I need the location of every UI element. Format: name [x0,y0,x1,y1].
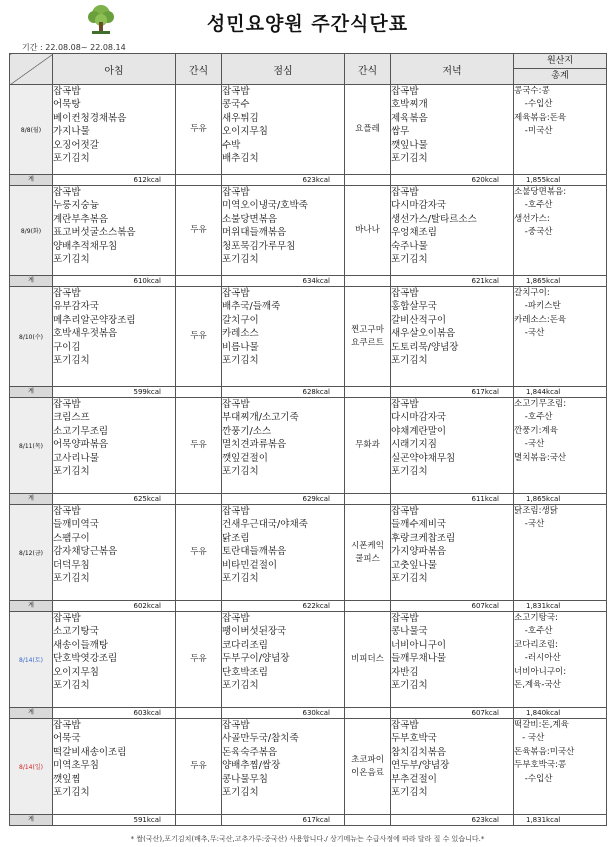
menu-item: 깻잎겉절이 [222,452,268,464]
menu-item: 크림스프 [53,412,90,424]
total-header: 총계 [551,71,569,81]
menu-item: 배추김치 [222,152,259,164]
menu-item: 포기김치 [53,152,90,164]
menu-item: 고춧잎나물 [391,559,437,571]
dinner-cell [391,186,514,276]
lunch-kcal: 623kcal [222,175,345,186]
lunch-kcal: 629kcal [222,494,345,505]
menu-item: 콩나물국 [391,626,428,638]
col-snack2: 간식 [345,54,391,85]
menu-item: 포기김치 [222,354,259,366]
kcal-row [10,708,607,719]
snack1-kcal-blank [176,708,222,719]
menu-item: 돈육숙주볶음 [222,746,278,758]
menu-item: 닭조림 [222,532,250,544]
snack1-kcal-blank [176,494,222,505]
origin-cell [514,186,607,276]
menu-item: 단호박조림 [222,666,268,678]
snack2-kcal-blank [345,276,391,287]
menu-item: 갈비산적구이 [391,314,447,326]
snack1-kcal-blank [176,175,222,186]
kcal-label: 계 [10,815,53,826]
snack2-kcal-blank [345,815,391,826]
footnote: * 쌀(국산),포기김치(배추,무:국산,고추가루:중국산) 사용합니다./ 상기메뉴는 수급사정에 따라 달라 질 수 있습니다.* [130,835,485,843]
dinner-kcal: 617kcal [391,387,514,398]
lunch-cell [222,612,345,708]
menu-item: 홍합살무국 [391,301,437,313]
menu-item: 잡곡밥 [222,288,250,299]
menu-item: 호박찌개 [391,99,428,111]
day-row [10,186,607,276]
breakfast-kcal: 591kcal [53,815,176,826]
period-text: 기간 : 22.08.08~ 22.08.14 [22,43,126,52]
breakfast-cell [53,186,176,276]
kcal-label: 계 [10,276,53,287]
breakfast-cell [53,287,176,387]
breakfast-kcal: 602kcal [53,601,176,612]
menu-item: 소고기탕국 [53,626,99,638]
menu-item: 호박새우젓볶음 [53,328,118,340]
kcal-row [10,387,607,398]
menu-item: 참치김치볶음 [391,746,447,758]
breakfast-kcal: 612kcal [53,175,176,186]
menu-item: 양배추적채무침 [53,240,118,252]
menu-item: 포기김치 [391,152,428,164]
menu-item: 잡곡밥 [391,288,419,299]
breakfast-cell [53,719,176,815]
menu-item: 포기김치 [222,465,259,477]
menu-item: 시래기지짐 [391,439,437,451]
origin-item: -미국산 [514,126,553,137]
breakfast-cell [53,398,176,494]
menu-item: 너비아니구이 [391,639,447,651]
dinner-kcal: 620kcal [391,175,514,186]
menu-item: 오이지무침 [222,126,268,138]
lunch-kcal: 630kcal [222,708,345,719]
menu-item: 야채계란말이 [391,425,447,437]
kcal-row [10,494,607,505]
lunch-cell [222,719,345,815]
origin-item: -호주산 [514,200,553,211]
menu-item: 잡곡밥 [53,187,81,198]
menu-item: 잡곡밥 [53,399,81,410]
menu-item: 떡갈비새송이조림 [53,746,127,758]
menu-item: 포기김치 [222,679,259,691]
origin-item: - 국산 [514,733,545,744]
menu-item: 새송이들깨탕 [53,639,109,651]
kcal-label: 계 [10,175,53,186]
lunch-kcal: 628kcal [222,387,345,398]
origin-item: 코다리조림: [514,639,558,650]
menu-item: 두부호박국 [391,733,437,745]
menu-item: 유부감자국 [53,301,99,313]
menu-item: 포기김치 [53,253,90,265]
origin-item: -국산 [514,519,545,530]
menu-item: 구이김 [53,341,81,353]
menu-item: 포기김치 [391,572,428,584]
menu-item: 포기김치 [222,572,259,584]
origin-item: 멸치볶음:국산 [514,452,567,463]
menu-item: 쌈무 [391,126,410,138]
origin-item: 돈,계육-국산 [514,679,561,690]
menu-item: 포기김치 [53,572,90,584]
title-area [0,0,615,44]
col-lunch: 점심 [222,54,345,85]
breakfast-cell [53,505,176,601]
snack1-cell: 두유 [176,85,222,175]
day-row [10,287,607,387]
total-kcal: 1,844kcal [514,387,607,398]
menu-item: 잡곡밥 [53,288,81,299]
weekly-menu-table [9,53,607,826]
origin-item: 제육볶음:돈육 [514,112,567,123]
origin-item: 콩국수:콩 [514,86,550,96]
lunch-cell [222,505,345,601]
origin-item: 돈육볶음:미국산 [514,746,575,757]
menu-item: 배추국/들깨죽 [222,301,281,313]
menu-item: 생선가스/탈타르소스 [391,213,477,225]
menu-item: 제육볶음 [391,112,428,124]
origin-item: 카레소스:돈육 [514,314,567,325]
snack2-kcal-blank [345,494,391,505]
origin-item: -파키스탄 [514,301,561,312]
menu-item: 잡곡밥 [222,399,250,410]
menu-item: 카레소스 [222,328,259,340]
menu-item: 잡곡밥 [391,399,419,410]
total-kcal: 1,831kcal [514,601,607,612]
breakfast-cell [53,612,176,708]
menu-item: 소불당면볶음 [222,213,278,225]
origin-cell [514,612,607,708]
col-breakfast: 아침 [53,54,176,85]
origin-item: -호주산 [514,626,553,637]
kcal-row [10,276,607,287]
lunch-kcal: 617kcal [222,815,345,826]
lunch-cell [222,398,345,494]
menu-item: 가지나물 [53,126,90,138]
menu-item: 포기김치 [53,465,90,477]
menu-item: 잡곡밥 [391,613,419,624]
menu-item: 들깨미역국 [53,519,99,531]
menu-item: 들깨무채나물 [391,653,447,665]
breakfast-cell [53,85,176,175]
dinner-kcal: 607kcal [391,708,514,719]
kcal-label: 계 [10,494,53,505]
menu-item: 멸치견과류볶음 [222,439,287,451]
lunch-cell [222,186,345,276]
origin-item: 소고기탕국: [514,613,558,623]
lunch-cell [222,85,345,175]
snack1-cell: 두유 [176,398,222,494]
day-label: 8/12(금) [10,505,53,601]
dinner-kcal: 611kcal [391,494,514,505]
menu-item: 오이지무침 [53,666,99,678]
origin-item: 생선가스: [514,213,550,224]
col-dinner: 저녁 [391,54,514,85]
dinner-kcal: 621kcal [391,276,514,287]
menu-item: 머위대들깨볶음 [222,227,287,239]
menu-item: 새우살오이볶음 [391,328,456,340]
menu-item: 포기김치 [53,354,90,366]
origin-item: 떡갈비:돈,계육 [514,720,569,730]
menu-item: 후랑크케찹조림 [391,532,456,544]
menu-item: 콩국수 [222,99,250,111]
menu-item: 잡곡밥 [53,613,81,624]
dinner-cell [391,398,514,494]
origin-item: -러시아산 [514,653,561,664]
menu-item: 코다리조림 [222,639,268,651]
day-row [10,398,607,494]
menu-item: 다시마감자국 [391,200,447,212]
total-kcal: 1,855kcal [514,175,607,186]
menu-item: 베이컨청경채볶음 [53,112,127,124]
origin-item: 소고기무조림: [514,399,567,409]
origin-header: 원산지 [514,54,606,69]
col-snack1: 간식 [176,54,222,85]
menu-item: 어묵양파볶음 [53,439,109,451]
menu-item: 표고버섯굴소스볶음 [53,227,136,239]
menu-item: 청포묵김가루무침 [222,240,296,252]
snack2-kcal-blank [345,708,391,719]
menu-item: 잡곡밥 [391,720,419,731]
snack1-cell: 두유 [176,719,222,815]
snack1-kcal-blank [176,387,222,398]
lunch-kcal: 634kcal [222,276,345,287]
menu-item: 비름나물 [222,341,259,353]
snack2-kcal-blank [345,601,391,612]
kcal-row [10,175,607,186]
menu-item: 미역오이냉국/호박죽 [222,200,308,212]
kcal-label: 계 [10,387,53,398]
snack2-cell: 요플레 [345,85,391,175]
dinner-cell [391,287,514,387]
menu-item: 잡곡밥 [222,187,250,198]
menu-item: 들깨수제비국 [391,519,447,531]
dinner-kcal: 623kcal [391,815,514,826]
kcal-row [10,815,607,826]
col-origin [514,54,607,85]
kcal-label: 계 [10,601,53,612]
menu-item: 사골만두국/참치죽 [222,733,299,745]
menu-item: 잡곡밥 [391,86,419,97]
origin-cell [514,85,607,175]
origin-item: 갈치구이: [514,288,550,298]
menu-item: 다시마감자국 [391,412,447,424]
menu-item: 포기김치 [53,786,90,798]
menu-item: 연두부/양념장 [391,760,450,772]
day-row [10,505,607,601]
breakfast-kcal: 599kcal [53,387,176,398]
menu-item: 가지양파볶음 [391,546,447,558]
corner-diagonal-cell [10,54,53,85]
menu-item: 어묵탕 [53,99,81,111]
origin-item: 두부호박국:콩 [514,760,567,771]
menu-item: 건새우근대국/야채죽 [222,519,308,531]
menu-item: 실곤약야채무침 [391,452,456,464]
menu-item: 포기김치 [222,786,259,798]
snack2-cell: 무화과 [345,398,391,494]
menu-item: 포기김치 [391,253,428,265]
origin-item: -호주산 [514,412,553,423]
menu-item: 포기김치 [53,679,90,691]
dinner-cell [391,612,514,708]
day-label: 8/14(토) [10,612,53,708]
menu-item: 두부구이/양념장 [222,653,290,665]
origin-item: 깐풍기:계육 [514,425,558,436]
day-label: 8/10(수) [10,287,53,387]
day-row [10,612,607,708]
lunch-kcal: 622kcal [222,601,345,612]
menu-item: 우엉채조림 [391,227,437,239]
origin-item: -수입산 [514,99,553,110]
snack1-kcal-blank [176,276,222,287]
day-label: 8/8(월) [10,85,53,175]
origin-item: 너비아니구이: [514,666,567,677]
menu-item: 잡곡밥 [391,506,419,517]
menu-item: 잡곡밥 [222,720,250,731]
menu-item: 스팸구이 [53,532,90,544]
origin-cell [514,719,607,815]
menu-item: 갈치구이 [222,314,259,326]
snack2-cell: 비피더스 [345,612,391,708]
total-kcal: 1,865kcal [514,276,607,287]
menu-item: 잡곡밥 [53,720,81,731]
snack2-kcal-blank [345,175,391,186]
menu-item: 비타민겉절이 [222,559,278,571]
menu-item: 포기김치 [391,679,428,691]
menu-item: 잡곡밥 [391,187,419,198]
menu-item: 감자채당근볶음 [53,546,118,558]
menu-item: 포기김치 [222,253,259,265]
total-kcal: 1,865kcal [514,494,607,505]
menu-item: 잡곡밥 [222,613,250,624]
dinner-cell [391,505,514,601]
snack2-cell: 초코파이 이온음료 [345,719,391,815]
menu-item: 숙주나물 [391,240,428,252]
origin-cell [514,505,607,601]
menu-item: 도토리묵/양념장 [391,341,459,353]
day-row [10,719,607,815]
menu-item: 콩나물무침 [222,773,268,785]
menu-item: 어묵국 [53,733,81,745]
dinner-kcal: 607kcal [391,601,514,612]
snack1-kcal-blank [176,815,222,826]
menu-item: 부대찌개/소고기죽 [222,412,299,424]
kcal-row [10,601,607,612]
day-label: 8/11(목) [10,398,53,494]
snack1-cell: 두유 [176,505,222,601]
origin-item: 소불당면볶음: [514,187,567,197]
snack1-cell: 두유 [176,612,222,708]
menu-item: 미역초무침 [53,760,99,772]
snack1-kcal-blank [176,601,222,612]
origin-item: -국산 [514,439,545,450]
menu-item: 더덕무침 [53,559,90,571]
origin-item: -국산 [514,328,545,339]
total-kcal: 1,840kcal [514,708,607,719]
day-row [10,85,607,175]
snack2-cell: 바나나 [345,186,391,276]
menu-item: 잡곡밥 [53,86,81,97]
menu-item: 누룽지숭늉 [53,200,99,212]
snack2-cell: 시폰케익 쿨피스 [345,505,391,601]
total-kcal: 1,831kcal [514,815,607,826]
menu-item: 포기김치 [391,354,428,366]
menu-item: 수박 [222,139,241,151]
menu-body [10,85,607,826]
menu-item: 포기김치 [391,465,428,477]
day-label: 8/9(화) [10,186,53,276]
menu-item: 잡곡밥 [222,86,250,97]
origin-cell [514,287,607,387]
menu-item: 잡곡밥 [222,506,250,517]
menu-item: 부추겉절이 [391,773,437,785]
snack1-cell: 두유 [176,186,222,276]
menu-item: 포기김치 [391,786,428,798]
menu-item: 팽이버섯된장국 [222,626,287,638]
origin-item: -수입산 [514,773,553,784]
menu-item: 새우튀김 [222,112,259,124]
breakfast-kcal: 610kcal [53,276,176,287]
menu-item: 계란부추볶음 [53,213,109,225]
snack2-kcal-blank [345,387,391,398]
day-label: 8/14(일) [10,719,53,815]
kcal-label: 계 [10,708,53,719]
menu-item: 깻잎찜 [53,773,81,785]
page-title: 성민요양원 주간식단표 [206,13,409,35]
menu-item: 자반김 [391,666,419,678]
menu-item: 양배추찜/쌈장 [222,760,281,772]
menu-item: 단호박엿강조림 [53,653,118,665]
origin-item: 닭조림:생닭 [514,506,558,516]
header-row [10,54,607,85]
menu-item: 오징어젓갈 [53,139,99,151]
breakfast-kcal: 603kcal [53,708,176,719]
snack1-cell: 두유 [176,287,222,387]
origin-cell [514,398,607,494]
menu-item: 깐풍기/소스 [222,425,272,437]
menu-item: 깻잎나물 [391,139,428,151]
dinner-cell [391,85,514,175]
snack2-cell: 찐고구마 요쿠르트 [345,287,391,387]
menu-item: 잡곡밥 [53,506,81,517]
dinner-cell [391,719,514,815]
lunch-cell [222,287,345,387]
menu-item: 소고기무조림 [53,425,109,437]
breakfast-kcal: 625kcal [53,494,176,505]
menu-item: 고사리나물 [53,452,99,464]
origin-item: -중국산 [514,227,553,238]
menu-item: 메추리알곤약장조림 [53,314,136,326]
menu-item: 토란대들깨볶음 [222,546,287,558]
